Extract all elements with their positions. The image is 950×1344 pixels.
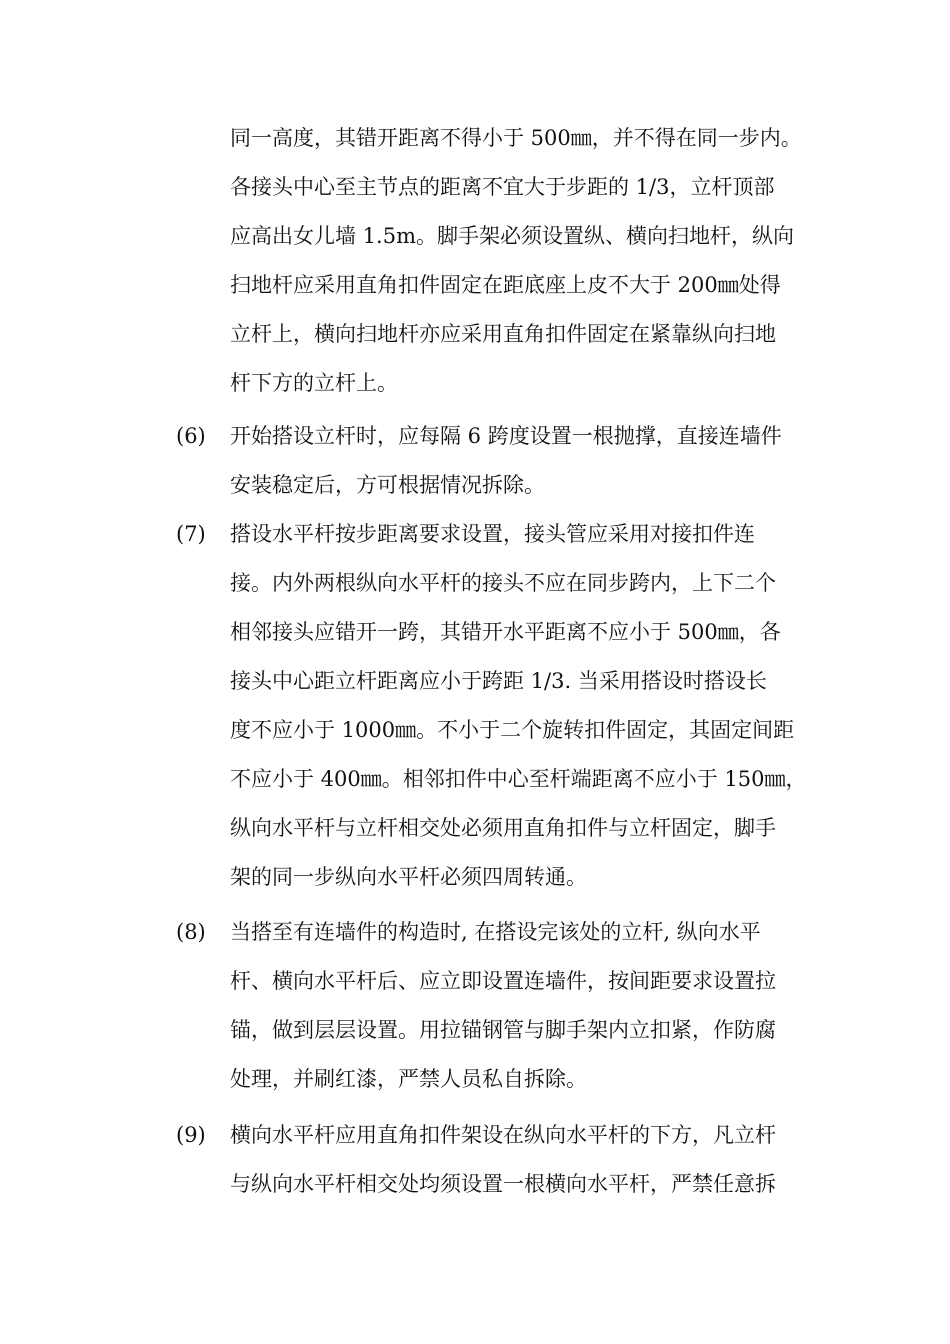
item-line: 接。内外两根纵向水平杆的接头不应在同步跨内，上下二个	[230, 571, 776, 595]
intro-line: 立杆上，横向扫地杆亦应采用直角扣件固定在紧靠纵向扫地	[230, 322, 776, 346]
intro-line: 各接头中心至主节点的距离不宜大于步距的 1/3，立杆顶部	[230, 175, 775, 199]
item-line: 锚，做到层层设置。用拉锚钢管与脚手架内立扣紧，作防腐	[230, 1018, 776, 1042]
item-number: (8)	[176, 920, 206, 944]
item-number: (7)	[176, 522, 206, 546]
item-line: 接头中心距立杆距离应小于跨距 1/3. 当采用搭设时搭设长	[230, 669, 767, 693]
intro-line: 同一高度，其错开距离不得小于 500㎜，并不得在同一步内。	[230, 126, 802, 150]
item-line: 横向水平杆应用直角扣件架设在纵向水平杆的下方，凡立杆	[230, 1123, 776, 1147]
item-line: 当搭至有连墙件的构造时, 在搭设完该处的立杆, 纵向水平	[230, 920, 761, 944]
item-line: 搭设水平杆按步距离要求设置，接头管应采用对接扣件连	[230, 522, 755, 546]
intro-line: 应高出女儿墙 1.5m。脚手架必须设置纵、横向扫地杆，纵向	[230, 224, 794, 248]
intro-line: 杆下方的立杆上。	[230, 371, 398, 395]
intro-line: 扫地杆应采用直角扣件固定在距底座上皮不大于 200㎜处得	[230, 273, 781, 297]
item-line: 杆、横向水平杆后、应立即设置连墙件，按间距要求设置拉	[230, 969, 776, 993]
item-line: 不应小于 400㎜。相邻扣件中心至杆端距离不应小于 150㎜，	[230, 767, 807, 791]
item-line: 开始搭设立杆时，应每隔 6 跨度设置一根抛撑，直接连墙件	[230, 424, 782, 448]
item-line: 安装稳定后，方可根据情况拆除。	[230, 473, 545, 497]
item-line: 架的同一步纵向水平杆必须四周转通。	[230, 865, 587, 889]
item-line: 度不应小于 1000㎜。不小于二个旋转扣件固定，其固定间距	[230, 718, 795, 742]
item-line: 处理，并刷红漆，严禁人员私自拆除。	[230, 1067, 587, 1091]
item-number: (9)	[176, 1123, 206, 1147]
item-number: (6)	[176, 424, 206, 448]
item-line: 纵向水平杆与立杆相交处必须用直角扣件与立杆固定，脚手	[230, 816, 776, 840]
item-line: 与纵向水平杆相交处均须设置一根横向水平杆，严禁任意拆	[230, 1172, 776, 1196]
item-line: 相邻接头应错开一跨，其错开水平距离不应小于 500㎜，各	[230, 620, 781, 644]
